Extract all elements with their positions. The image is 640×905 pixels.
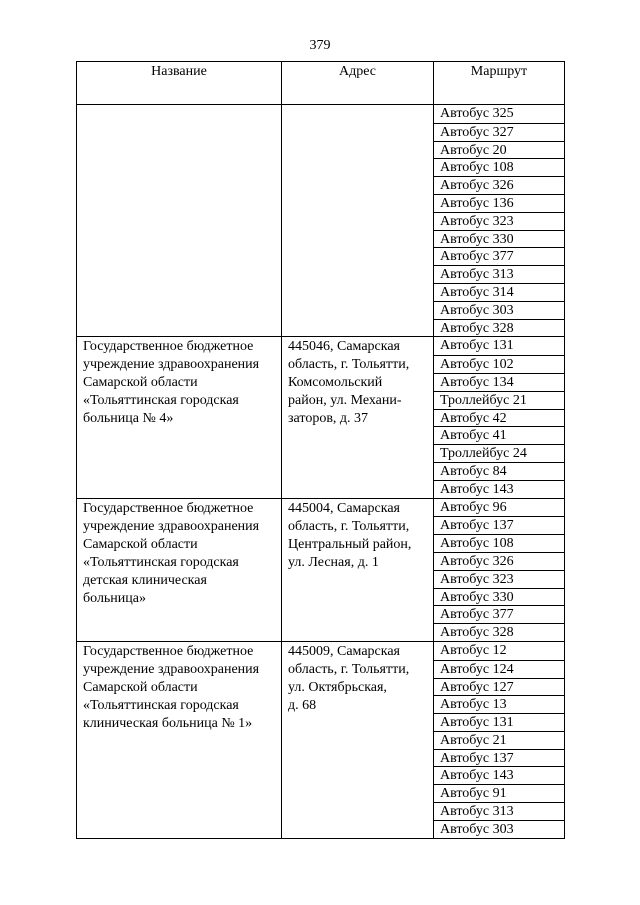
route-item: Автобус 137 xyxy=(434,749,564,767)
route-item: Автобус 102 xyxy=(434,355,564,373)
route-item: Автобус 303 xyxy=(434,820,564,838)
route-item: Автобус 12 xyxy=(440,642,507,658)
header-route: Маршрут xyxy=(434,62,565,105)
institution-name-cell-line: учреждение здравоохранения xyxy=(83,518,260,534)
institution-name-cell-line: учреждение здравоохранения xyxy=(83,357,260,373)
route-item: Автобус 42 xyxy=(434,409,564,427)
institution-name-cell-line: Государственное бюджетное xyxy=(83,500,254,516)
address-cell-line: ул. Лесная, д. 1 xyxy=(288,554,379,570)
route-item: Автобус 96 xyxy=(440,499,507,515)
route-item: Автобус 330 xyxy=(434,230,564,248)
route-item: Автобус 131 xyxy=(440,338,514,354)
address-cell-line: 445009, Самарская xyxy=(288,643,400,659)
route-item: Автобус 131 xyxy=(434,713,564,731)
route-item: Автобус 328 xyxy=(434,623,564,641)
address-cell-line: Центральный район, xyxy=(288,536,412,552)
address-cell xyxy=(282,498,434,641)
address-cell-line: 445004, Самарская xyxy=(288,500,400,516)
route-item: Автобус 13 xyxy=(434,695,564,713)
route-item: Автобус 313 xyxy=(434,265,564,283)
route-item: Автобус 136 xyxy=(434,194,564,212)
route-item: Автобус 326 xyxy=(434,176,564,194)
table-row xyxy=(77,641,565,838)
institution-name-cell-line: клиническая больница № 1» xyxy=(83,715,253,731)
table-row xyxy=(77,498,565,641)
route-item: Автобус 134 xyxy=(434,373,564,391)
route-item: Автобус 137 xyxy=(434,516,564,534)
table-row xyxy=(77,105,565,337)
table-body xyxy=(77,105,565,839)
institution-name-cell xyxy=(77,498,282,641)
address-cell-line: ул. Октябрьская, xyxy=(288,679,387,695)
institution-name-cell-line: Самарской области xyxy=(83,679,198,695)
route-item: Автобус 326 xyxy=(434,552,564,570)
address-cell-line: Комсомольский xyxy=(288,375,383,391)
routes-table xyxy=(76,61,565,839)
institution-name-cell-line: детская клиническая xyxy=(83,572,207,588)
route-item: Автобус 330 xyxy=(434,588,564,606)
route-item: Автобус 91 xyxy=(434,784,564,802)
institution-name-cell-line: «Тольяттинская городская xyxy=(83,697,239,713)
route-list xyxy=(434,499,564,641)
route-item: Автобус 328 xyxy=(434,319,564,337)
institution-name-cell-line: «Тольяттинская городская xyxy=(83,393,239,409)
route-item: Автобус 327 xyxy=(434,123,564,141)
institution-name-cell-line: Самарской области xyxy=(83,536,198,552)
institution-name-cell xyxy=(77,641,282,838)
route-item: Троллейбус 21 xyxy=(434,391,564,409)
route-item: Автобус 377 xyxy=(434,247,564,265)
route-item: Автобус 108 xyxy=(434,534,564,552)
institution-name-cell-line: больница № 4» xyxy=(83,411,174,427)
route-list xyxy=(434,105,564,336)
route-item: Автобус 377 xyxy=(434,605,564,623)
route-item: Автобус 313 xyxy=(434,802,564,820)
address-cell-line: область, г. Тольятти, xyxy=(288,661,410,677)
route-item: Автобус 323 xyxy=(434,570,564,588)
table-header-row xyxy=(77,62,565,105)
institution-name-cell-line: больница» xyxy=(83,590,146,606)
route-item: Автобус 21 xyxy=(434,731,564,749)
table-row xyxy=(77,337,565,498)
route-item: Автобус 143 xyxy=(434,480,564,498)
address-cell-line: д. 68 xyxy=(288,697,317,713)
page-number: 379 xyxy=(309,38,331,53)
route-item: Автобус 143 xyxy=(434,766,564,784)
route-item: Автобус 303 xyxy=(434,301,564,319)
route-item: Автобус 314 xyxy=(434,283,564,301)
route-item: Автобус 108 xyxy=(434,158,564,176)
route-cell xyxy=(434,105,565,337)
route-cell xyxy=(434,641,565,838)
route-item: Троллейбус 24 xyxy=(434,444,564,462)
institution-name-cell-line: Государственное бюджетное xyxy=(83,643,254,659)
institution-name-cell-line: Самарской области xyxy=(83,375,198,391)
institution-name-cell-line: «Тольяттинская городская xyxy=(83,554,239,570)
address-cell-line: область, г. Тольятти, xyxy=(288,518,410,534)
route-cell xyxy=(434,498,565,641)
route-cell xyxy=(434,337,565,498)
header-name: Название xyxy=(77,62,282,105)
route-list xyxy=(434,642,564,838)
route-item: Автобус 84 xyxy=(434,462,564,480)
address-cell xyxy=(282,337,434,498)
institution-name-cell xyxy=(77,337,282,498)
route-list xyxy=(434,337,564,497)
header-address: Адрес xyxy=(282,62,434,105)
route-item: Автобус 325 xyxy=(440,106,514,121)
route-item: Автобус 20 xyxy=(434,141,564,159)
address-cell-line: заторов, д. 37 xyxy=(288,411,369,427)
route-item: Автобус 127 xyxy=(434,678,564,696)
address-cell xyxy=(282,105,434,337)
route-item: Автобус 41 xyxy=(434,426,564,444)
route-item: Автобус 124 xyxy=(434,660,564,678)
institution-name-cell xyxy=(77,105,282,337)
institution-name-cell-line: учреждение здравоохранения xyxy=(83,661,260,677)
institution-name-cell-line: Государственное бюджетное xyxy=(83,339,254,355)
address-cell-line: 445046, Самарская xyxy=(288,339,400,355)
address-cell-line: район, ул. Механи- xyxy=(288,393,402,409)
address-cell xyxy=(282,641,434,838)
address-cell-line: область, г. Тольятти, xyxy=(288,357,410,373)
route-item: Автобус 323 xyxy=(434,212,564,230)
